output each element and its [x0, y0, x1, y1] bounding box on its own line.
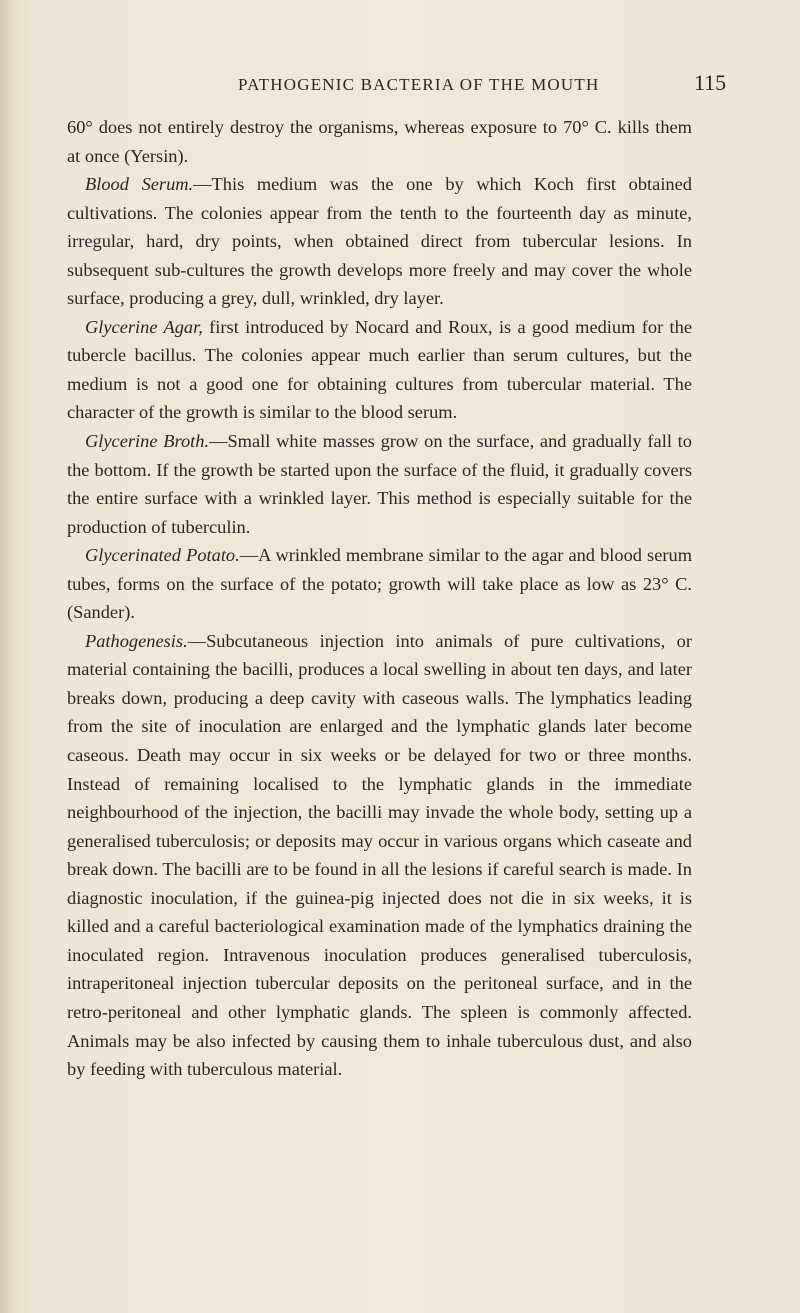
paragraph-glycerinated-potato — [67, 541, 692, 627]
page-number: 115 — [694, 70, 727, 95]
section-heading-glycerine-broth: Glycerine Broth. — [85, 431, 210, 452]
paragraph-text: first introduced by Nocard and Roux, is a good medium for the tubercle bacillus. The colonies appear much earlier than serum cultures, but the medium is not a good one for obtaining cultures from tubercular material. The character of the growth is similar to the blood serum. — [67, 316, 692, 423]
paragraph-pathogenesis — [67, 627, 692, 1084]
paragraph-text: —A wrinkled membrane similar to the agar and blood serum tubes, forms on the surface of the potato; growth will take place as low as 23° C. (Sander). — [67, 545, 692, 623]
paragraph-text: 60° does not entirely destroy the organisms, whereas exposure to 70° C. kills them at once (Yersin). — [67, 117, 692, 166]
section-heading-glycerine-agar: Glycerine Agar, — [85, 316, 203, 337]
gutter-shadow — [0, 0, 18, 1313]
paragraph-text: —This medium was the one by which Koch first obtained cultivations. The colonies appear from the tenth to the fourteenth day as minute, irregular, hard, dry points, when obtained direct from tubercular lesions. In subsequent sub-cultures the growth develops more freely and may cover the whole surface, producing a grey, dull, wrinkled, dry layer. — [67, 174, 692, 309]
paragraph-glycerine-broth — [67, 427, 692, 541]
paragraph-continuation — [67, 113, 692, 170]
paragraph-glycerine-agar — [67, 313, 692, 427]
section-heading-glycerinated-potato: Glycerinated Potato. — [85, 545, 240, 566]
paragraph-text: —Subcutaneous injection into animals of pure cultivations, or material containing the bacilli, produces a local swelling in about ten days, and later breaks down, producing a deep cavity with caseous walls. The lymphatics leading from the site of inoculation are enlarged and the lymphatic glands later become caseous. Death may occur in six weeks or be delayed for two or three months. Instead of remaining localised to the lymphatic glands in the immediate neighbourhood of the injection, the bacilli may invade the whole body, setting up a generalised tuberculosis; or deposits may occur in various organs which caseate and break down. The bacilli are to be found in all the lesions if careful search is made. In diagnostic inoculation, if the guinea-pig injected does not die in six weeks, it is killed and a careful bacteriological examination made of the lymphatics draining the inoculated region. Intravenous inoculation produces generalised tuberculosis, intraperitoneal injection tubercular deposits on the peritoneal surface, and in the retro-peritoneal and other lymphatic glands. The spleen is commonly affected. Animals may be also infected by causing them to inhale tuberculous dust, and also by feeding with tuberculous material. — [67, 630, 692, 1080]
paragraph-blood-serum — [67, 170, 692, 313]
running-head: PATHOGENIC BACTERIA OF THE MOUTH — [238, 75, 600, 94]
section-heading-pathogenesis: Pathogenesis. — [85, 630, 188, 651]
body-text — [67, 113, 692, 1084]
paragraph-text: —Small white masses grow on the surface, and gradually fall to the bottom. If the growth be started upon the surface of the fluid, it gradually covers the entire surface with a wrinkled layer. This method is especially suitable for the production of tuberculin. — [67, 431, 692, 537]
section-heading-blood-serum: Blood Serum. — [85, 174, 194, 195]
